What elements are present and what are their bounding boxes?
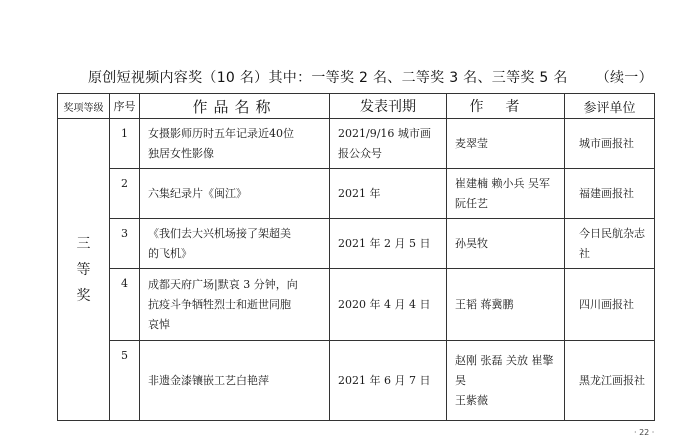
title-text: 原创短视频内容奖（10 名）其中：一等奖 2 名、二等奖 3 名、三等奖 5 名 (88, 70, 568, 86)
work-line: 抗疫斗争牺牲烈士和逝世同胞 (148, 297, 291, 311)
table-header-row (58, 94, 655, 119)
table-row (58, 219, 655, 269)
work-line: 的飞机》 (148, 246, 192, 260)
award-level-char: 三 (76, 235, 91, 252)
row-unit: 黑龙江画报社 (565, 341, 655, 421)
header-index: 序号 (110, 94, 140, 119)
author-line: 崔建楠 赖小兵 吴军 (455, 176, 550, 190)
row-date (330, 341, 447, 421)
section-title (88, 67, 653, 87)
row-work (140, 269, 330, 341)
table-row (58, 169, 655, 219)
row-index: 4 (110, 269, 140, 341)
row-date (330, 269, 447, 341)
date-line: 2020 年 4 月 4 日 (338, 297, 431, 311)
date-line: 2021 年 (338, 186, 381, 200)
header-author: 作者 (447, 94, 565, 119)
date-line: 2021 年 2 月 5 日 (338, 236, 431, 250)
row-work (140, 169, 330, 219)
row-author (447, 119, 565, 169)
row-unit: 今日民航杂志社 (565, 219, 655, 269)
work-line: 女摄影师历时五年记录近40位 (148, 126, 294, 140)
row-unit: 福建画报社 (565, 169, 655, 219)
author-line: 王紫薇 (455, 393, 488, 407)
row-author (447, 169, 565, 219)
row-work (140, 219, 330, 269)
table-row (58, 269, 655, 341)
row-index: 3 (110, 219, 140, 269)
row-date (330, 219, 447, 269)
author-line: 麦翠莹 (455, 136, 488, 150)
row-work (140, 119, 330, 169)
row-author (447, 269, 565, 341)
row-index: 2 (110, 169, 140, 219)
award-level-cell (58, 119, 110, 421)
date-line: 报公众号 (338, 146, 382, 160)
award-level-char: 等 (76, 261, 91, 278)
title-continued: （续一） (595, 70, 653, 86)
header-date: 发表刊期 (330, 94, 447, 119)
work-line: 哀悼 (148, 317, 170, 331)
work-line: 独居女性影像 (148, 146, 214, 160)
author-line: 孙昊牧 (455, 236, 488, 250)
row-index: 5 (110, 341, 140, 421)
row-date (330, 119, 447, 169)
work-line: 《我们去大兴机场接了架超美 (148, 226, 291, 240)
table-row (58, 341, 655, 421)
row-date (330, 169, 447, 219)
work-line: 成都天府广场|默哀 3 分钟，向 (148, 277, 298, 291)
date-line: 2021/9/16 城市画 (338, 126, 431, 140)
row-author (447, 219, 565, 269)
row-author (447, 341, 565, 421)
row-work (140, 341, 330, 421)
award-level-char: 奖 (76, 287, 91, 304)
page-number: · 22 · (634, 428, 655, 437)
row-index: 1 (110, 119, 140, 169)
author-line: 赵刚 张磊 关放 崔擎昊 (455, 353, 554, 387)
table-row (58, 119, 655, 169)
header-level: 奖项等级 (58, 94, 110, 119)
work-line: 六集纪录片《闽江》 (148, 186, 247, 200)
date-line: 2021 年 6 月 7 日 (338, 373, 431, 387)
header-unit: 参评单位 (565, 94, 655, 119)
row-unit: 四川画报社 (565, 269, 655, 341)
row-unit: 城市画报社 (565, 119, 655, 169)
author-line: 阮任艺 (455, 196, 488, 210)
work-line: 非遗金漆镶嵌工艺白艳萍 (148, 373, 269, 387)
author-line: 王韬 蒋冀鹏 (455, 297, 514, 311)
award-table (57, 93, 655, 421)
header-work: 作品名称 (140, 94, 330, 119)
